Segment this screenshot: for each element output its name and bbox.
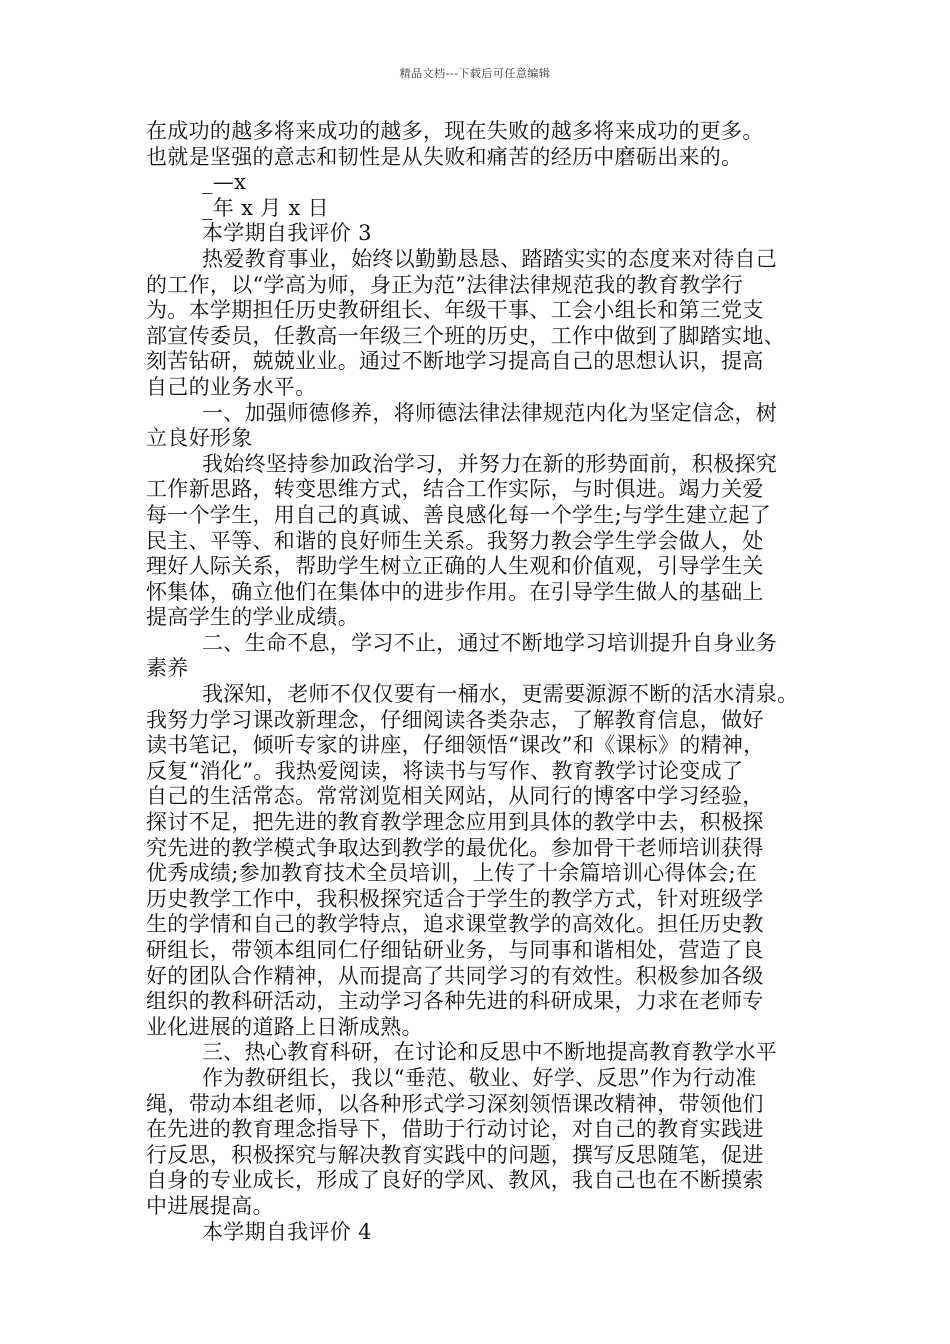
text-line: _—x: [202, 170, 247, 195]
text-line: 在成功的越多将来成功的越多，现在失败的越多将来成功的更多。: [146, 119, 764, 143]
text-line: 怀集体，确立他们在集体中的进步作用。在引导学生做人的基础上: [146, 579, 764, 604]
text-line: 理好人际关系，帮助学生树立正确的人生观和价值观，引导学生关: [146, 554, 764, 579]
text-line: _年 x 月 x 日: [202, 195, 329, 220]
text-line: 三、热心教育科研，在讨论和反思中不断地提高教育教学水平: [202, 1040, 778, 1065]
text-line: 部宣传委员，任教高一年级三个班的历史，工作中做到了脚踏实地、: [146, 323, 785, 348]
text-line: 中进展提高。: [146, 1193, 274, 1218]
text-line: 究先进的教学模式争取达到教学的最优化。参加骨干老师培训获得: [146, 835, 764, 860]
text-line: 读书笔记，倾听专家的讲座，仔细领悟“课改”和《课标》的精神，: [146, 733, 765, 758]
text-line: 业化进展的道路上日渐成熟。: [146, 1014, 423, 1039]
text-line: 在先进的教育理念指导下，借助于行动讨论，对自己的教育实践进: [146, 1117, 764, 1142]
text-line: 立良好形象: [146, 426, 253, 451]
text-line: 素养: [146, 656, 189, 681]
text-line: 我始终坚持参加政治学习，并努力在新的形势面前，积极探究: [202, 451, 778, 476]
text-line: 自己的生活常态。常常浏览相关网站，从同行的博客中学习经验，: [146, 784, 764, 809]
text-line: 历史教学工作中，我积极探究适合于学生的教学方式，针对班级学: [146, 886, 764, 911]
text-line: 也就是坚强的意志和韧性是从失败和痛苦的经历中磨砺出来的。: [146, 144, 743, 169]
text-line: 民主、平等、和谐的良好师生关系。我努力教会学生学会做人，处: [146, 528, 764, 553]
text-line: 热爱教育事业，始终以勤勤恳恳、踏踏实实的态度来对待自己: [202, 246, 778, 271]
text-line: 好的团队合作精神，从而提高了共同学习的有效性。积极参加各级: [146, 963, 764, 988]
text-line: 反复“消化”。我热爱阅读，将读书与写作、教育教学讨论变成了: [146, 758, 744, 783]
text-line: 本学期自我评价 3: [202, 221, 372, 246]
text-line: 本学期自我评价 4: [202, 1219, 372, 1244]
text-line: 研组长，带领本组同仁仔细钻研业务，与同事和谐相处，营造了良: [146, 938, 764, 962]
text-line: 行反思，积极探究与解决教育实践中的问题，撰写反思随笔，促进: [146, 1142, 764, 1167]
text-line: 我深知，老师不仅仅要有一桶水，更需要源源不断的活水清泉。: [202, 682, 799, 707]
text-line: 自身的专业成长，形成了良好的学风、教风，我自己也在不断摸索: [146, 1168, 764, 1193]
text-line: 探讨不足，把先进的教育教学理念应用到具体的教学中去，积极探: [146, 810, 764, 835]
text-line: 一、加强师德修养，将师德法律法律规范内化为坚定信念，树: [202, 400, 778, 425]
text-line: 二、生命不息，学习不止，通过不断地学习培训提升自身业务: [202, 630, 778, 655]
text-line: 我努力学习课改新理念，仔细阅读各类杂志，了解教育信息，做好: [146, 707, 764, 732]
text-line: 作为教研组长，我以“垂范、敬业、好学、反思”作为行动准: [202, 1065, 757, 1090]
text-line: 工作新思路，转变思维方式，结合工作实际，与时俱进。竭力关爱: [146, 477, 764, 502]
text-line: 自己的业务水平。: [146, 374, 317, 399]
text-line: 优秀成绩;参加教育技术全员培训，上传了十余篇培训心得体会;在: [146, 861, 758, 886]
text-line: 刻苦钻研，兢兢业业。通过不断地学习提高自己的思想认识，提高: [146, 349, 764, 374]
text-line: 为。本学期担任历史教研组长、年级干事、工会小组长和第三党支: [146, 298, 764, 323]
text-line: 生的学情和自己的教学特点，追求课堂教学的高效化。担任历史教: [146, 912, 764, 937]
text-line: 绳，带动本组老师，以各种形式学习深刻领悟课改精神，带领他们: [146, 1091, 764, 1116]
document-body: [146, 119, 826, 1245]
text-line: 提高学生的学业成绩。: [146, 605, 359, 630]
text-line: 的工作，以“学高为师，身正为范”法律法律规范我的教育教学行: [146, 272, 744, 297]
text-line: 每一个学生，用自己的真诚、善良感化每一个学生;与学生建立起了: [146, 502, 772, 527]
text-line: 组织的教科研活动，主动学习各种先进的科研成果，力求在老师专: [146, 989, 764, 1014]
page-header: 精品文档---下载后可任意编辑: [399, 67, 551, 80]
